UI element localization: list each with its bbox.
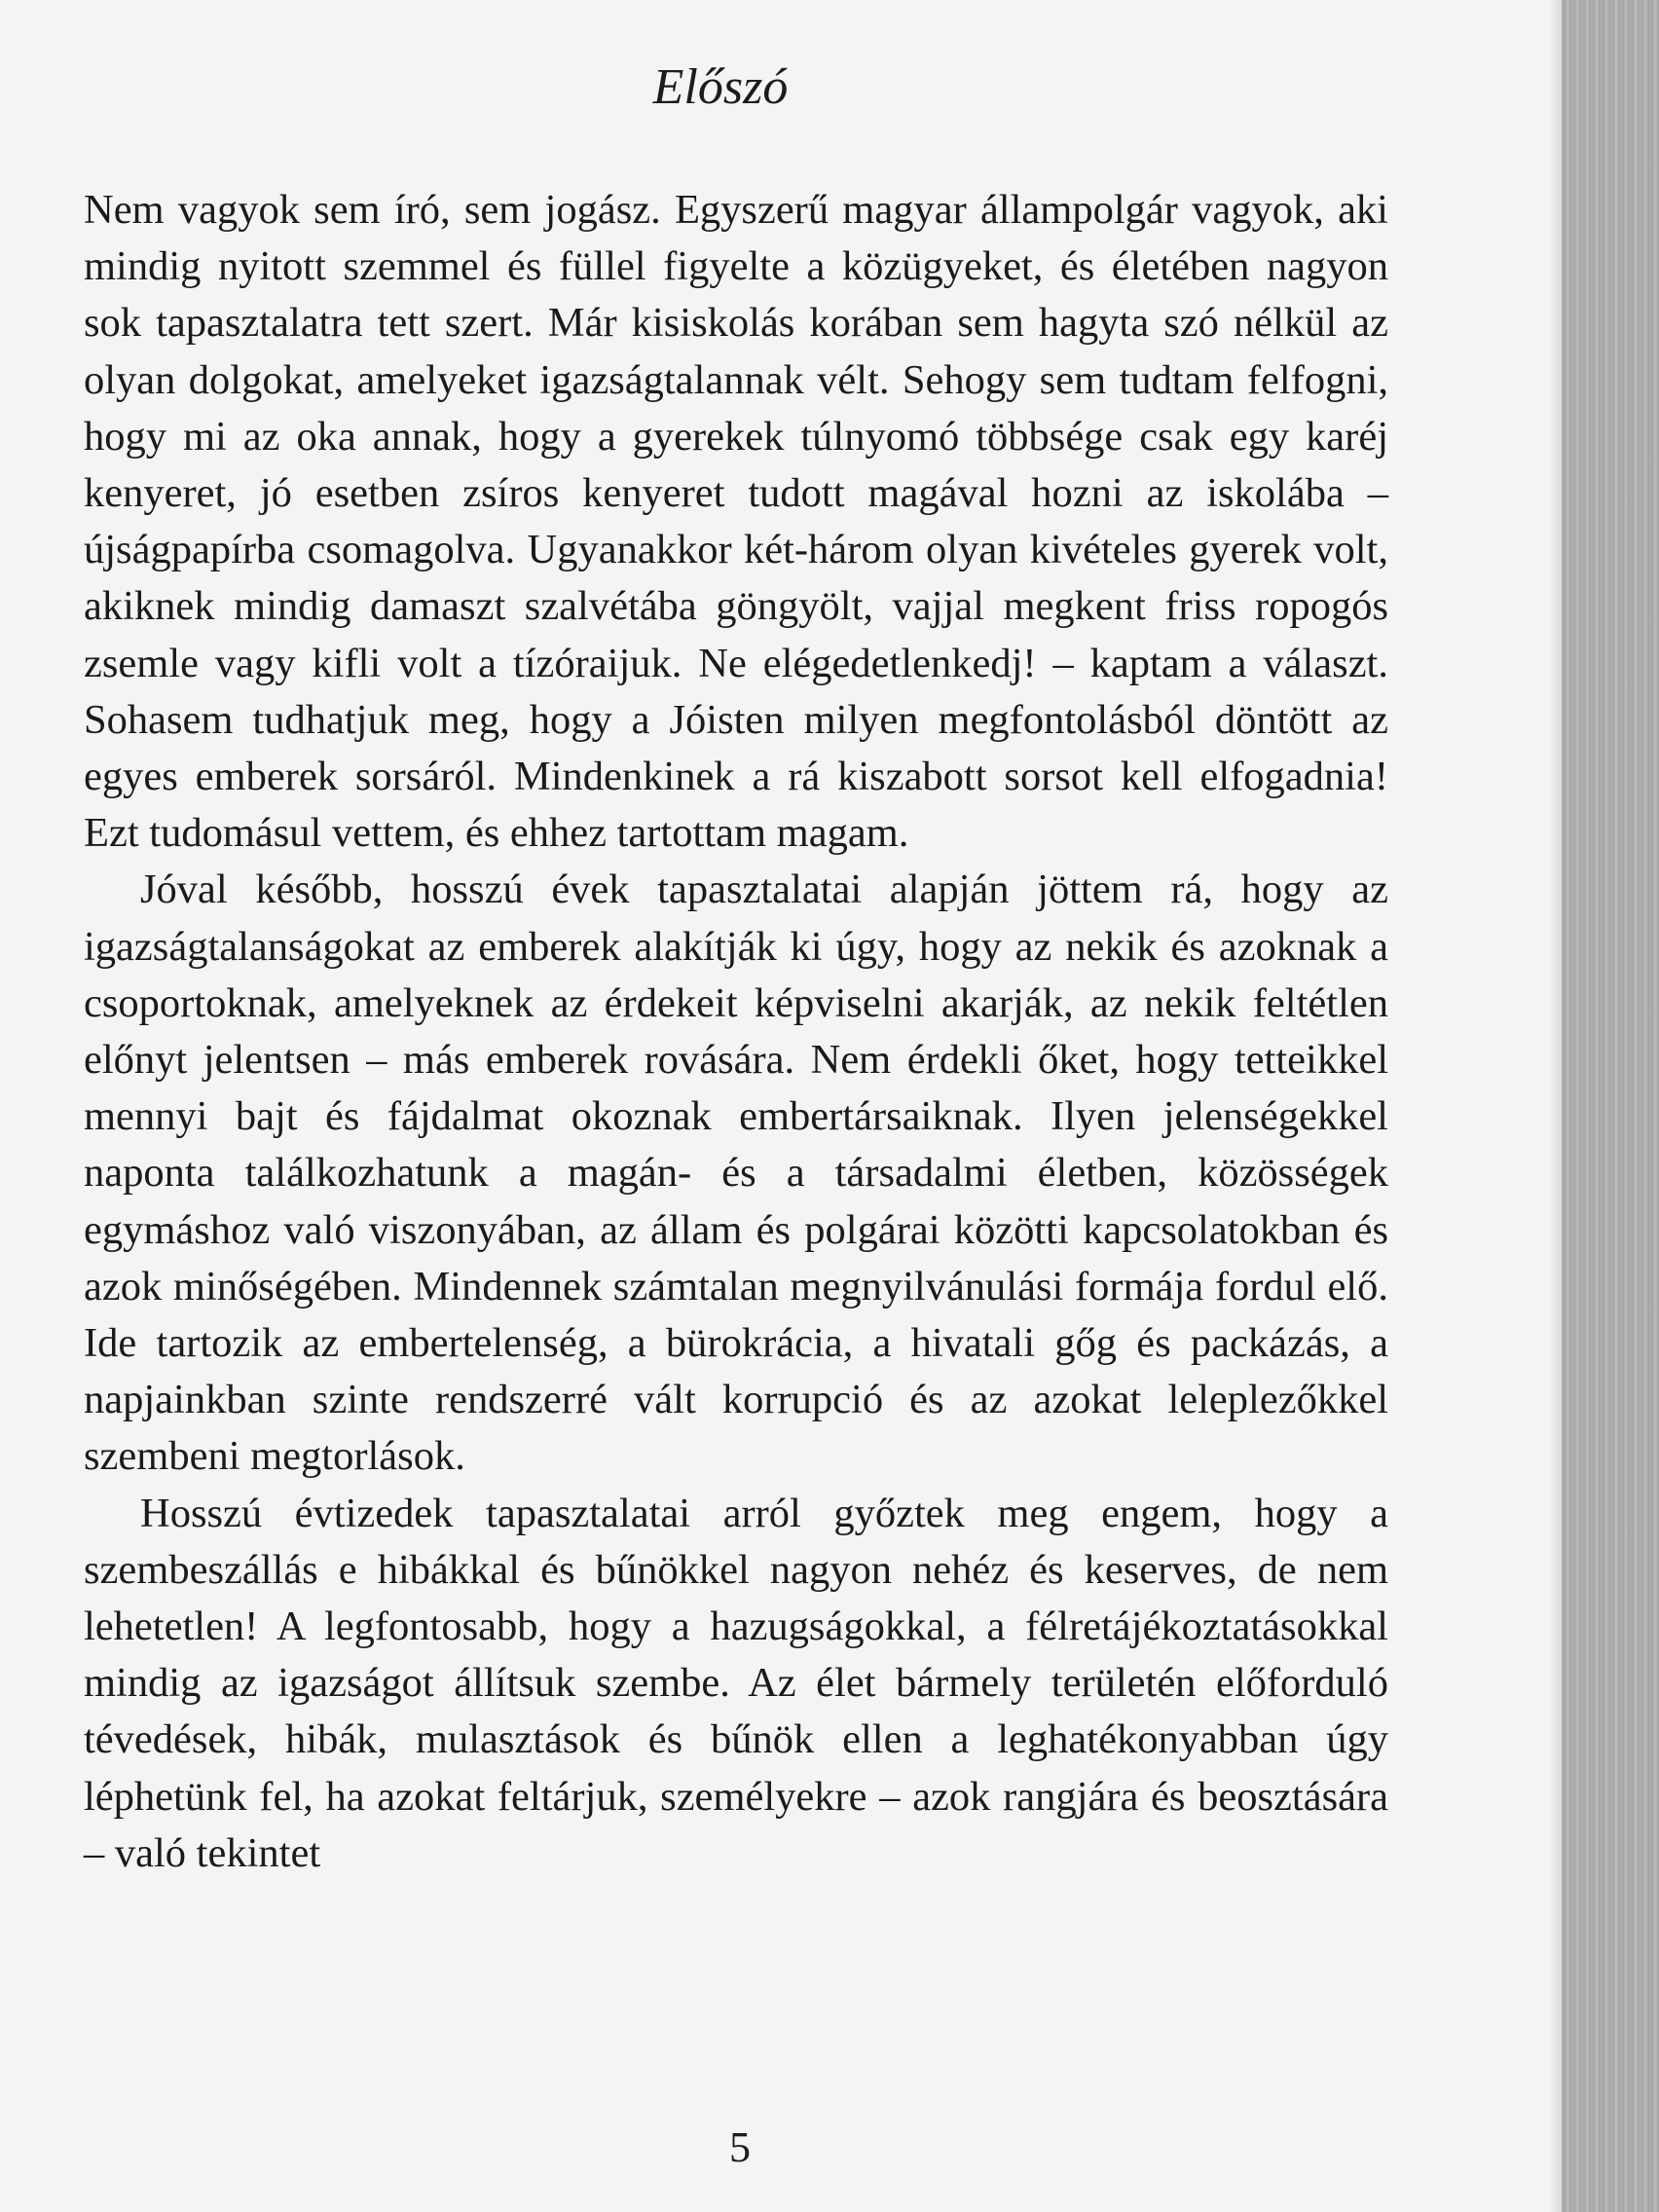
page-title: Előszó (652, 59, 789, 115)
paragraph-1: Nem vagyok sem író, sem jogász. Egyszerű magyar állampolgár vagyok, aki mindig nyitott szemmel és füllel figyelte a közügyeket, és életében nagyon sok tapasztalatra tett szert. Már kisiskolás korában sem hagyta szó nélkül az olyan dolgokat, amelyeket igazságtalannak vélt. Sehogy sem tudtam felfogni, hogy mi az oka annak, hogy a gyerekek túlnyomó többsége csak egy karéj kenyeret, jó esetben zsíros kenyeret tudott magával hozni az iskolába – újságpapírba csomagolva. Ugyanakkor két-három olyan kivételes gyerek volt, akiknek mindig damaszt szalvétába göngyölt, vajjal megkent friss ropogós zsemle vagy kifli volt a tízóraijuk. Ne elégedetlenkedj! – kaptam a választ. Sohasem tudhatjuk meg, hogy a Jóisten milyen megfontolásból döntött az egyes emberek sorsáról. Mindenkinek a rá kiszabott sorsot kell elfogadnia! Ezt tudomásul vettem, és ehhez tartottam magam. (84, 187, 1388, 857)
body-text (84, 182, 1388, 1882)
paragraph-2: Jóval később, hosszú évek tapasztalatai alapján jöttem rá, hogy az igazságtalanságokat az emberek alakítják ki úgy, hogy az nekik és azoknak a csoportoknak, amelyeknek az érdekeit képviselni akarják, az nekik feltétlen előnyt jelentsen – más emberek rovására. Nem érdekli őket, hogy tetteikkel mennyi bajt és fájdalmat okoznak embertársaiknak. Ilyen jelenségekkel naponta találkozhatunk a magán- és a társadalmi életben, közösségek egymáshoz való viszonyában, az állam és polgárai közötti kapcsolatokban és azok minőségében. Mindennek számtalan megnyilvánulási formája fordul elő. Ide tartozik az embertelenség, a bürokrácia, a hivatali gőg és packázás, a napjainkban szinte rendszerré vált korrupció és az azokat leleplezőkkel szembeni megtorlások. (84, 866, 1388, 1480)
page-number: 5 (729, 2123, 751, 2171)
paragraph-3: Hosszú évtizedek tapasztalatai arról győztek meg engem, hogy a szembeszállás e hibákkal és bűnökkel nagyon nehéz és keserves, de nem lehetetlen! A legfontosabb, hogy a hazugságokkal, a félretájékoztatásokkal mindig az igazságot állítsuk szembe. Az élet bármely területén előforduló tévedések, hibák, mulasztások és bűnök ellen a leghatékonyabban úgy léphetünk fel, ha azokat feltárjuk, személyekre – azok rangjára és beosztására – való tekintet (84, 1490, 1388, 1876)
book-page-edges (1562, 0, 1659, 2212)
